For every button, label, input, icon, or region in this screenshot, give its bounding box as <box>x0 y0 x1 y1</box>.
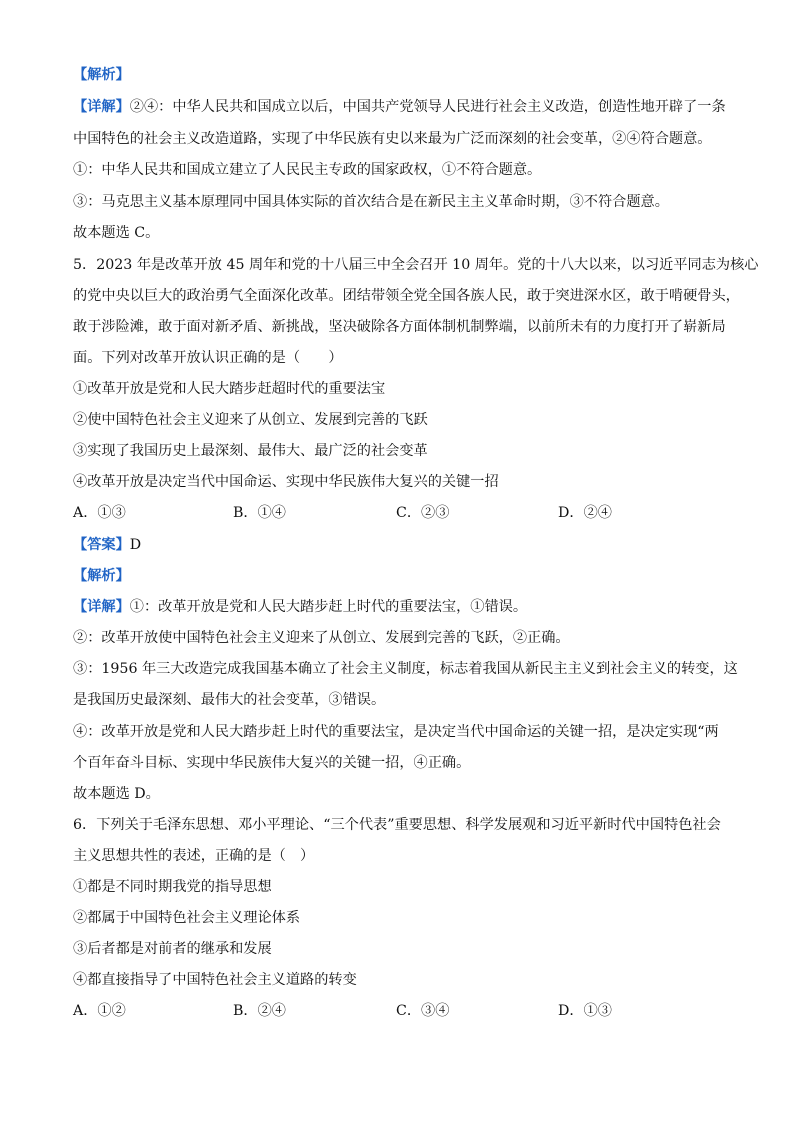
q6-option-a: A．①② <box>73 1003 126 1019</box>
q4-detail-line-3: ①：中华人民共和国成立建立了人民民主专政的国家政权，①不符合题意。 <box>73 162 542 178</box>
q5-detail-line-3: ③：1956 年三大改造完成我国基本确立了社会主义制度，标志着我国从新民主主义到社会主义的转变，这 <box>73 661 738 677</box>
q5-stem-line-1: 5．2023 年是改革开放 45 周年和党的十八届三中全会召开 10 周年。党的十八大以来，以习近平同志为核心 <box>73 257 759 273</box>
q5-conclusion: 故本题选 D。 <box>73 786 160 802</box>
q6-stem-line-1: 6．下列关于毛泽东思想、邓小平理论、“三个代表”重要思想、科学发展观和习近平新时代中国特色社会 <box>73 817 721 833</box>
q5-option-b: B．①④ <box>233 505 286 521</box>
q5-stem-line-2: 的党中央以巨大的政治勇气全面深化改革。团结带领全党全国各族人民，敢于突进深水区，敢于啃硬骨头， <box>73 288 740 304</box>
q5-item-4: ④改革开放是决定当代中国命运、实现中华民族伟大复兴的关键一招 <box>73 474 499 490</box>
q4-detail-line-1 <box>73 97 724 117</box>
q5-analysis-label: 【解析】 <box>73 568 130 584</box>
q5-detail-line-6: 个百年奋斗目标、实现中华民族伟大复兴的关键一招，④正确。 <box>73 755 471 771</box>
q5-answer-label: 【答案】 <box>73 537 130 553</box>
q4-analysis-label: 【解析】 <box>73 67 130 83</box>
q5-option-a: A．①③ <box>73 505 126 521</box>
q6-item-2: ②都属于中国特色社会主义理论体系 <box>73 910 301 926</box>
q5-detail-text-1: ①：改革开放是党和人民大踏步赶上时代的重要法宝，①错误。 <box>129 599 528 615</box>
q5-detail-line-4: 是我国历史最深刻、最伟大的社会变革，③错误。 <box>73 692 386 708</box>
q5-answer-value: D <box>129 537 142 553</box>
q5-detail-line-1 <box>73 597 724 617</box>
q6-item-3: ③后者都是对前者的继承和发展 <box>73 941 272 957</box>
q5-item-2: ②使中国特色社会主义迎来了从创立、发展到完善的飞跃 <box>73 412 428 428</box>
q5-detail-label: 【详解】 <box>73 599 130 615</box>
q6-option-d: D．①③ <box>558 1003 612 1019</box>
q5-stem-line-4: 面。下列对改革开放认识正确的是（ ） <box>73 350 343 366</box>
q4-detail-label: 【详解】 <box>73 99 130 115</box>
q6-stem-line-2: 主义思想共性的表述，正确的是（ ） <box>73 848 315 864</box>
q5-answer-line <box>73 535 724 555</box>
q6-item-1: ①都是不同时期我党的指导思想 <box>73 879 272 895</box>
q5-stem-line-3: 敢于涉险滩，敢于面对新矛盾、新挑战，坚决破除各方面体制机制弊端，以前所未有的力度打开了崭新局 <box>73 319 726 335</box>
q5-option-c: C．②③ <box>396 505 450 521</box>
q5-detail-line-2: ②：改革开放使中国特色社会主义迎来了从创立、发展到完善的飞跃，②正确。 <box>73 630 570 646</box>
q4-conclusion: 故本题选 C。 <box>73 225 160 241</box>
q6-option-b: B．②④ <box>233 1003 286 1019</box>
q5-item-1: ①改革开放是党和人民大踏步赶超时代的重要法宝 <box>73 381 386 397</box>
q4-detail-line-2: 中国特色的社会主义改造道路，实现了中华民族有史以来最为广泛而深刻的社会变革，②④符合题意。 <box>73 131 712 147</box>
q6-item-4: ④都直接指导了中国特色社会主义道路的转变 <box>73 972 357 988</box>
q5-detail-line-5: ④：改革开放是党和人民大踏步赶上时代的重要法宝，是决定当代中国命运的关键一招，是决定实现“两 <box>73 724 719 740</box>
q4-detail-text-1: ②④：中华人民共和国成立以后，中国共产党领导人民进行社会主义改造，创造性地开辟了一条 <box>129 99 726 115</box>
q4-detail-line-4: ③：马克思主义基本原理同中国具体实际的首次结合是在新民主主义革命时期，③不符合题意。 <box>73 194 669 210</box>
q5-item-3: ③实现了我国历史上最深刻、最伟大、最广泛的社会变革 <box>73 443 428 459</box>
q5-option-d: D．②④ <box>558 505 612 521</box>
q6-option-c: C．③④ <box>396 1003 450 1019</box>
